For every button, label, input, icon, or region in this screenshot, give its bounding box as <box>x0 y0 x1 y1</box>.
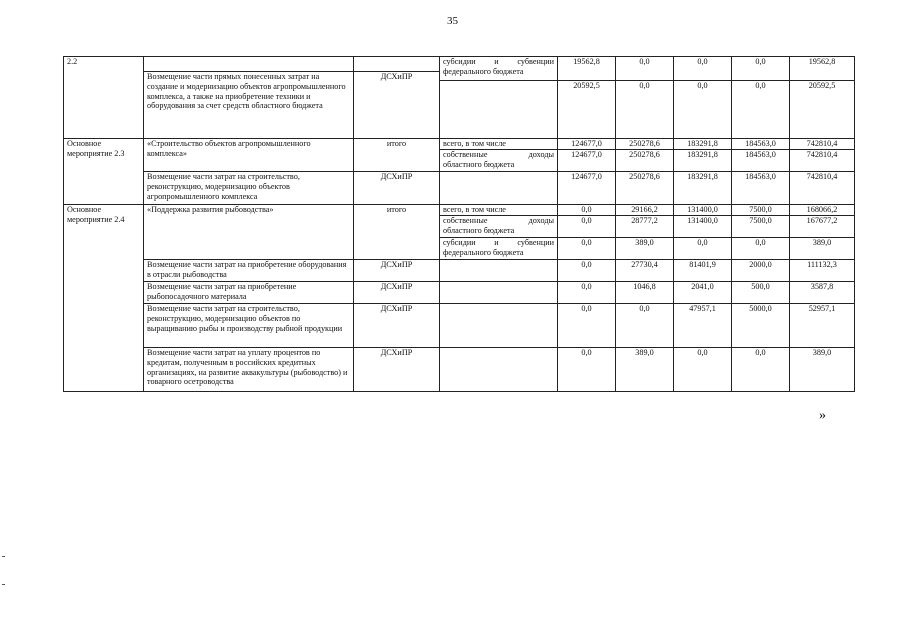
source-cell <box>440 348 558 392</box>
table-row <box>64 260 855 282</box>
value-cell: 183291,8 <box>674 139 732 150</box>
source-cell: собственные доходы областного бюджета <box>440 150 558 172</box>
measure-cell: «Строительство объектов агропромышленного комплекса» <box>144 139 354 172</box>
value-cell: 0,0 <box>616 57 674 81</box>
measure-cell: Возмещение части затрат на приобретение оборудования в отрасли рыбоводства <box>144 260 354 282</box>
value-cell: 183291,8 <box>674 150 732 172</box>
value-cell: 1046,8 <box>616 282 674 304</box>
value-cell: 742810,4 <box>790 139 855 150</box>
source-cell <box>440 81 558 139</box>
executor-text: ДСХиПР <box>380 72 413 81</box>
executor-cell: ДСХиПР <box>354 282 440 304</box>
continuation-mark: » <box>819 408 826 423</box>
value-cell: 0,0 <box>732 238 790 260</box>
executor-cell: ДСХиПР <box>354 304 440 348</box>
value-cell: 111132,3 <box>790 260 855 282</box>
value-cell: 250278,6 <box>616 172 674 205</box>
measure-cell: Возмещение части затрат на строительство, реконструкцию, модернизацию объектов по выращиванию рыбы и производству рыбной продукции <box>144 304 354 348</box>
value-cell: 0,0 <box>558 216 616 238</box>
measure-cell: Возмещение части затрат на строительство, реконструкцию, модернизацию объектов агропромышленного комплекса <box>144 172 354 205</box>
executor-cell: ДСХиПР <box>354 172 440 205</box>
value-cell: 28777,2 <box>616 216 674 238</box>
value-cell: 389,0 <box>790 348 855 392</box>
value-cell: 0,0 <box>674 81 732 139</box>
value-cell: 3587,8 <box>790 282 855 304</box>
value-cell: 19562,8 <box>790 57 855 81</box>
source-cell: субсидии и субвенции федерального бюджета <box>440 57 558 81</box>
table-row <box>64 304 855 348</box>
section-cell: 2.2 <box>64 57 144 139</box>
value-cell: 0,0 <box>558 282 616 304</box>
value-cell: 0,0 <box>732 81 790 139</box>
value-cell: 250278,6 <box>616 150 674 172</box>
executor-cell: ДСХиПР <box>354 348 440 392</box>
source-cell: всего, в том числе <box>440 139 558 150</box>
source-cell: собственные доходы областного бюджета <box>440 216 558 238</box>
measure-cell: Возмещение части затрат на приобретение рыбопосадочного материала <box>144 282 354 304</box>
section-cell: Основное мероприятие 2.3 <box>64 139 144 205</box>
value-cell: 0,0 <box>674 57 732 81</box>
margin-mark <box>2 584 5 585</box>
value-cell: 0,0 <box>616 304 674 348</box>
value-cell: 2041,0 <box>674 282 732 304</box>
table-row <box>64 139 855 150</box>
value-cell: 742810,4 <box>790 150 855 172</box>
executor-cell: итого <box>354 139 440 172</box>
value-cell: 168066,2 <box>790 205 855 216</box>
source-cell: всего, в том числе <box>440 205 558 216</box>
value-cell: 0,0 <box>732 348 790 392</box>
table-row <box>64 205 855 216</box>
value-cell: 52957,1 <box>790 304 855 348</box>
measure-text: Возмещение части прямых понесенных затрат на создание и модернизацию объектов агропромышленного комплекса, а также на приобретение техники и оборудования за счет средств областного бюджета <box>147 72 346 111</box>
value-cell: 124677,0 <box>558 139 616 150</box>
value-cell: 0,0 <box>558 205 616 216</box>
value-cell: 0,0 <box>674 238 732 260</box>
value-cell: 184563,0 <box>732 150 790 172</box>
value-cell: 7500,0 <box>732 216 790 238</box>
value-cell: 19562,8 <box>558 57 616 81</box>
value-cell: 0,0 <box>616 81 674 139</box>
executor-cell: ДСХиПР <box>354 260 440 282</box>
value-cell: 27730,4 <box>616 260 674 282</box>
source-cell <box>440 282 558 304</box>
value-cell: 0,0 <box>674 348 732 392</box>
executor-cell: итого <box>354 205 440 260</box>
value-cell: 184563,0 <box>732 139 790 150</box>
section-cell: Основное мероприятие 2.4 <box>64 205 144 392</box>
value-cell: 124677,0 <box>558 150 616 172</box>
value-cell: 183291,8 <box>674 172 732 205</box>
value-cell: 47957,1 <box>674 304 732 348</box>
value-cell: 131400,0 <box>674 205 732 216</box>
value-cell: 81401,9 <box>674 260 732 282</box>
value-cell: 389,0 <box>616 348 674 392</box>
value-cell: 742810,4 <box>790 172 855 205</box>
value-cell: 29166,2 <box>616 205 674 216</box>
source-cell <box>440 172 558 205</box>
value-cell: 2000,0 <box>732 260 790 282</box>
value-cell: 0,0 <box>558 260 616 282</box>
value-cell: 250278,6 <box>616 139 674 150</box>
page-number: 35 <box>447 15 458 27</box>
table-row <box>64 282 855 304</box>
source-cell <box>440 260 558 282</box>
value-cell: 124677,0 <box>558 172 616 205</box>
table-row <box>64 348 855 392</box>
table-row <box>64 57 855 81</box>
measure-cell <box>144 57 354 139</box>
value-cell: 184563,0 <box>732 172 790 205</box>
value-cell: 0,0 <box>558 348 616 392</box>
value-cell: 20592,5 <box>790 81 855 139</box>
margin-mark <box>2 556 5 557</box>
value-cell: 131400,0 <box>674 216 732 238</box>
value-cell: 7500,0 <box>732 205 790 216</box>
value-cell: 500,0 <box>732 282 790 304</box>
value-cell: 0,0 <box>558 304 616 348</box>
value-cell: 167677,2 <box>790 216 855 238</box>
value-cell: 5000,0 <box>732 304 790 348</box>
source-cell <box>440 304 558 348</box>
executor-cell <box>354 57 440 139</box>
measure-cell: «Поддержка развития рыбоводства» <box>144 205 354 260</box>
value-cell: 20592,5 <box>558 81 616 139</box>
table-row <box>64 172 855 205</box>
value-cell: 0,0 <box>732 57 790 81</box>
value-cell: 389,0 <box>790 238 855 260</box>
value-cell: 0,0 <box>558 238 616 260</box>
value-cell: 389,0 <box>616 238 674 260</box>
budget-table <box>63 56 855 392</box>
measure-cell: Возмещение части затрат на уплату процентов по кредитам, полученным в российских кредитных организациях, на развитие аквакультуры (рыбоводство) и товарного осетроводства <box>144 348 354 392</box>
source-cell: субсидии и субвенции федерального бюджета <box>440 238 558 260</box>
